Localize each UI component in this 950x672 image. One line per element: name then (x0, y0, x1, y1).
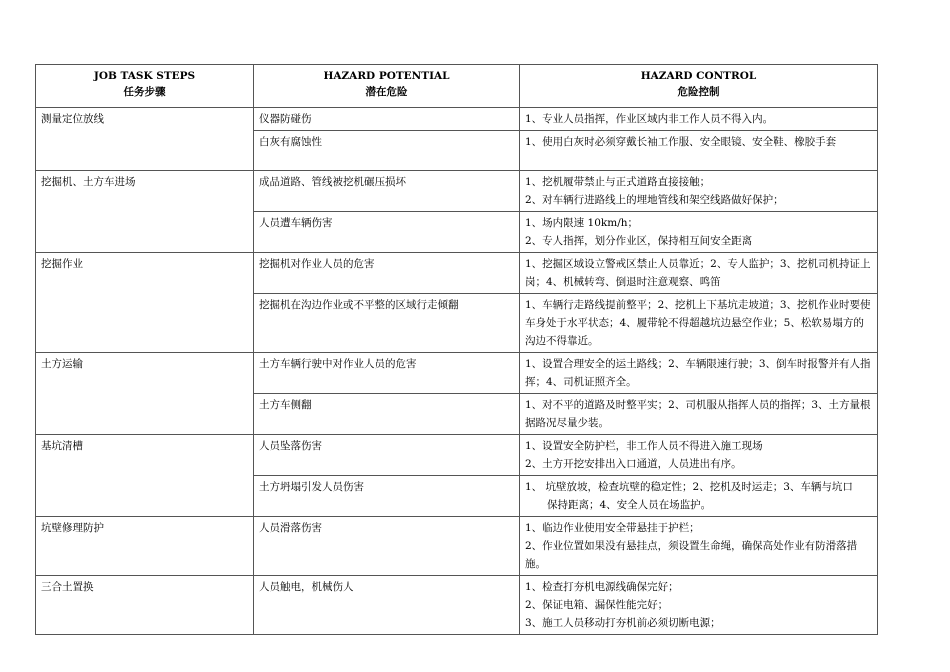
control-cell (520, 131, 878, 171)
task-step-cell: 挖掘机、土方车进场 (36, 171, 254, 253)
control-line: 1、使用白灰时必须穿戴长袖工作服、安全眼镜、安全鞋、橡胶手套 (525, 136, 837, 148)
control-cell (520, 253, 878, 294)
table-row (36, 353, 878, 394)
task-step-cell: 基坑清槽 (36, 435, 254, 517)
hazard-cell: 仪器防碰伤 (254, 108, 520, 131)
control-line: 2、保证电箱、漏保性能完好； (525, 599, 669, 611)
control-cell (520, 517, 878, 576)
control-cell (520, 108, 878, 131)
task-step-cell: 坑壁修理防护 (36, 517, 254, 576)
header-cn: 任务步骤 (123, 86, 166, 98)
control-line: 保持距离；4、安全人员在场监护。 (547, 499, 712, 511)
control-line: 2、土方开挖安排出入口通道，人员进出有序。 (525, 458, 742, 470)
control-line: 1、对不平的道路及时整平实；2、司机服从指挥人员的指挥；3、土方量根据路况尽量少装。 (525, 399, 871, 429)
control-cell (520, 294, 878, 353)
hazard-cell: 人员触电，机械伤人 (254, 576, 520, 635)
header-en: JOB TASK STEPS (93, 70, 196, 82)
table-row (36, 576, 878, 635)
table-header-row (36, 65, 878, 108)
table-row (36, 108, 878, 131)
control-line: 1、专业人员指挥，作业区域内非工作人员不得入内。 (525, 113, 774, 125)
hazard-cell: 土方车侧翻 (254, 394, 520, 435)
control-line: 1、临边作业使用安全带悬挂于护栏； (525, 522, 700, 534)
control-cell (520, 353, 878, 394)
hazard-analysis-table (35, 64, 878, 635)
table-row (36, 517, 878, 576)
table-row (36, 435, 878, 476)
header-cn: 潜在危险 (365, 86, 408, 98)
hazard-cell: 土方车辆行驶中对作业人员的危害 (254, 353, 520, 394)
header-cn: 危险控制 (677, 86, 720, 98)
control-line: 1、检查打夯机电源线确保完好； (525, 581, 679, 593)
control-line: 1、 坑壁放坡，检查坑壁的稳定性；2、挖机及时运走；3、车辆与坑口 (525, 481, 853, 493)
hazard-cell: 白灰有腐蚀性 (254, 131, 520, 171)
task-step-cell: 测量定位放线 (36, 108, 254, 171)
control-line: 2、作业位置如果没有悬挂点，须设置生命绳，确保高处作业有防滑落措施。 (525, 540, 858, 570)
hazard-cell: 成品道路、管线被挖机碾压损坏 (254, 171, 520, 212)
task-step-cell: 挖掘作业 (36, 253, 254, 353)
table-row (36, 171, 878, 212)
hazard-cell: 挖掘机在沟边作业或不平整的区域行走倾翻 (254, 294, 520, 353)
header-hazard-potential (254, 65, 520, 108)
control-cell (520, 476, 878, 517)
control-line: 1、挖机履带禁止与正式道路直接接触； (525, 176, 711, 188)
hazard-cell: 人员滑落伤害 (254, 517, 520, 576)
hazard-cell: 人员坠落伤害 (254, 435, 520, 476)
control-line: 1、场内限速 10km/h； (525, 217, 638, 229)
control-cell (520, 212, 878, 253)
control-cell (520, 576, 878, 635)
control-line: 1、设置合理安全的运土路线；2、车辆限速行驶；3、倒车时报警并有人指挥；4、司机证照齐全。 (525, 358, 871, 388)
header-hazard-control (520, 65, 878, 108)
control-line: 1、车辆行走路线提前整平；2、挖机上下基坑走坡道；3、挖机作业时要使车身处于水平状态；4、履带轮不得超越坑边悬空作业；5、松软易塌方的沟边不得靠近。 (525, 299, 871, 347)
hazard-cell: 挖掘机对作业人员的危害 (254, 253, 520, 294)
control-line: 2、专人指挥，划分作业区，保持相互间安全距离 (525, 235, 753, 247)
task-step-cell: 土方运输 (36, 353, 254, 435)
control-line: 1、挖掘区域设立警戒区禁止人员靠近；2、专人监护；3、挖机司机持证上岗；4、机械转弯、倒退时注意观察、鸣笛 (525, 258, 871, 288)
header-job-task-steps (36, 65, 254, 108)
hazard-cell: 土方坍塌引发人员伤害 (254, 476, 520, 517)
control-cell (520, 394, 878, 435)
control-line: 2、对车辆行进路线上的埋地管线和架空线路做好保护； (525, 194, 784, 206)
header-en: HAZARD POTENTIAL (323, 70, 450, 82)
table-row (36, 253, 878, 294)
task-step-cell: 三合土置换 (36, 576, 254, 635)
control-cell (520, 435, 878, 476)
control-line: 1、设置安全防护栏，非工作人员不得进入施工现场 (525, 440, 763, 452)
hazard-cell: 人员遭车辆伤害 (254, 212, 520, 253)
control-line: 3、施工人员移动打夯机前必须切断电源； (525, 617, 721, 629)
header-en: HAZARD CONTROL (640, 70, 757, 82)
control-cell (520, 171, 878, 212)
